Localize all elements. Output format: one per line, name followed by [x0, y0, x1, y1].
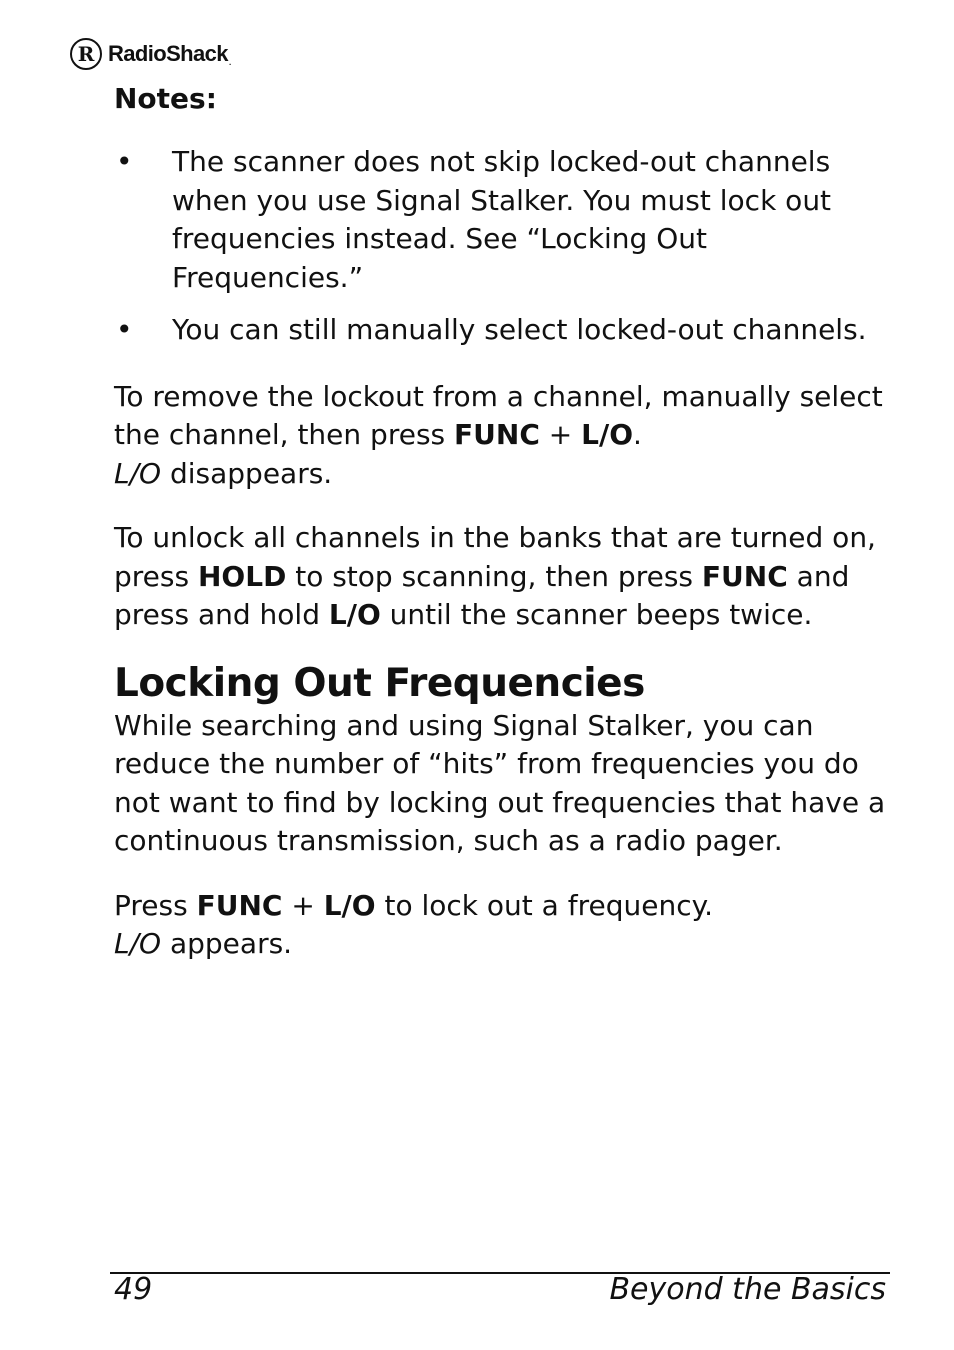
- bullet-icon: •: [116, 145, 133, 178]
- remove-lockout-paragraph: [114, 378, 894, 494]
- registered-r-icon: R: [70, 38, 102, 70]
- text-run: .: [633, 418, 642, 451]
- key-func: FUNC: [701, 559, 788, 593]
- text-run: disappears.: [161, 456, 333, 490]
- text-run: to lock out a frequency.: [375, 888, 714, 922]
- section-heading: Locking Out Frequencies: [114, 660, 645, 706]
- text-run: Press: [114, 888, 197, 922]
- lo-indicator: L/O: [114, 456, 162, 490]
- key-func: FUNC: [454, 418, 540, 451]
- intro-paragraph: While searching and using Signal Stalker, you can reduce the number of “hits” from frequencies you do not want to find by locking out frequencies that have a continuous transmission, such as a radio pager.: [114, 708, 886, 857]
- page-number: 49: [114, 1272, 153, 1307]
- plus-sign: +: [282, 888, 324, 922]
- unlock-all-paragraph: [114, 519, 894, 635]
- list-item: [114, 143, 894, 297]
- text-run: and press and hold: [114, 559, 850, 631]
- key-lo: L/O: [581, 418, 634, 451]
- text-run: To unlock all channels in the banks that are turned on, press: [114, 521, 876, 593]
- key-func: FUNC: [196, 888, 283, 922]
- notes-list: [114, 143, 894, 350]
- text-run: to stop scanning, then press: [286, 559, 702, 593]
- chapter-title: Beyond the Basics: [609, 1272, 886, 1307]
- logo-wordmark: [108, 41, 231, 67]
- text-run: appears.: [161, 927, 293, 960]
- note-text: You can still manually select locked-out channels.: [172, 313, 867, 346]
- logo-trademark-dot: .: [228, 58, 231, 67]
- plus-sign: +: [539, 418, 582, 451]
- list-item: [114, 311, 894, 350]
- radioshack-logo: [70, 36, 231, 72]
- note-text: The scanner does not skip locked-out channels when you use Signal Stalker. You must lock out frequencies instead. See “Locking Out Frequencies.”: [172, 145, 832, 294]
- logo-text: RadioShack: [108, 41, 228, 66]
- bullet-icon: •: [116, 313, 133, 346]
- text-run: until the scanner beeps twice.: [380, 598, 813, 631]
- key-lo: L/O: [323, 888, 376, 922]
- notes-label: Notes:: [114, 82, 217, 115]
- lo-indicator: L/O: [114, 927, 162, 960]
- key-lo: L/O: [328, 598, 381, 631]
- key-hold: HOLD: [197, 559, 287, 593]
- text-run: To remove the lockout from a channel, manually select the channel, then press: [114, 379, 883, 451]
- page-content: [114, 80, 894, 964]
- press-paragraph: [114, 887, 894, 964]
